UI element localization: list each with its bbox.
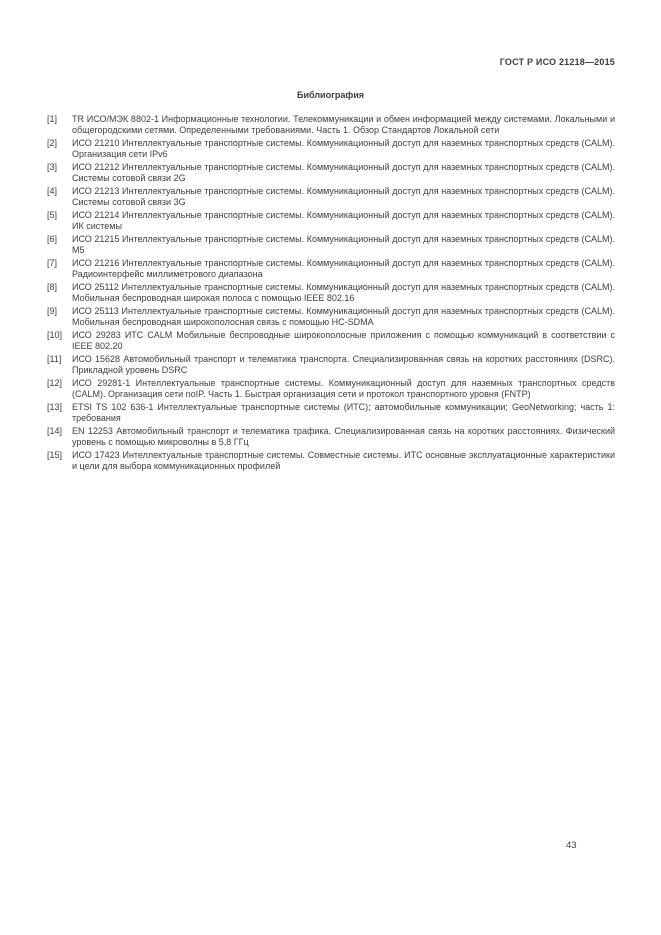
reference-text: ИСО 25112 Интеллектуальные транспортные системы. Коммуникационный доступ для наземных транспортных средств (CALM). Мобильная беспроводная широкая полоса с помощью IEEE 802.16 bbox=[72, 282, 615, 303]
reference-item bbox=[47, 354, 615, 376]
reference-item bbox=[47, 426, 615, 448]
reference-text: ИСО 15628 Автомобильный транспорт и телематика транспорта. Специализированная связь на коротких расстояниях (DSRC). Прикладной уровень DSRC bbox=[72, 354, 615, 375]
reference-item bbox=[47, 186, 615, 208]
reference-item bbox=[47, 210, 615, 232]
reference-item bbox=[47, 282, 615, 304]
reference-text: ИСО 21214 Интеллектуальные транспортные системы. Коммуникационный доступ для наземных транспортных средств (CALM). ИК системы bbox=[72, 210, 615, 231]
document-header: ГОСТ Р ИСО 21218—2015 bbox=[499, 57, 615, 67]
reference-number: [4] bbox=[47, 186, 58, 196]
reference-item bbox=[47, 450, 615, 472]
reference-text: ИСО 21216 Интеллектуальные транспортные системы. Коммуникационный доступ для наземных транспортных средств (CALM). Радиоинтерфейс миллиметрового диапазона bbox=[72, 258, 615, 279]
reference-number: [11] bbox=[47, 354, 62, 364]
reference-text: EN 12253 Автомобильный транспорт и телематика трафика. Специализированная связь на коротких расстояниях. Физический уровень с помощью микроволны в 5,8 ГГц bbox=[72, 426, 615, 447]
reference-item bbox=[47, 114, 615, 136]
reference-number: [8] bbox=[47, 282, 58, 292]
reference-number: [7] bbox=[47, 258, 58, 268]
reference-number: [15] bbox=[47, 450, 63, 460]
reference-number: [10] bbox=[47, 330, 63, 340]
reference-number: [12] bbox=[47, 378, 63, 388]
bibliography-list bbox=[47, 114, 615, 474]
reference-text: ИСО 21212 Интеллектуальные транспортные системы. Коммуникационный доступ для наземных транспортных средств (CALM). Системы сотовой связи 2G bbox=[72, 162, 615, 183]
reference-text: ETSI TS 102 636-1 Интеллектуальные транспортные системы (ИТС); автомобильные коммуникации; GeoNetworking; часть 1: требования bbox=[72, 402, 615, 423]
reference-number: [13] bbox=[47, 402, 63, 412]
reference-item bbox=[47, 402, 615, 424]
reference-item bbox=[47, 258, 615, 280]
reference-number: [14] bbox=[47, 426, 63, 436]
reference-text: ИСО 25113 Интеллектуальные транспортные системы. Коммуникационный доступ для наземных транспортных средств (CALM). Мобильная беспроводная широкополосная связь с помощью HC-SDMA bbox=[72, 306, 615, 327]
reference-text: ИСО 21210 Интеллектуальные транспортные системы. Коммуникационный доступ для наземных транспортных средств (CALM). Организация сети IPv6 bbox=[72, 138, 615, 159]
reference-item bbox=[47, 138, 615, 160]
page-number: 43 bbox=[566, 840, 577, 851]
reference-item bbox=[47, 234, 615, 256]
reference-text: ИСО 17423 Интеллектуальные транспортные системы. Совместные системы. ИТС основные эксплуатационные характеристики и цели для выбора коммуникационных профилей bbox=[72, 450, 615, 471]
reference-item bbox=[47, 306, 615, 328]
reference-item bbox=[47, 330, 615, 352]
reference-item bbox=[47, 162, 615, 184]
reference-item bbox=[47, 378, 615, 400]
reference-text: ИСО 29281-1 Интеллектуальные транспортные системы. Коммуникационный доступ для наземных транспортных средств (CALM). Организация сети noIP. Часть 1. Быстрая организация сети и протокол транспортного уровня (FNTP) bbox=[72, 378, 615, 399]
reference-text: ИСО 21215 Интеллектуальные транспортные системы. Коммуникационный доступ для наземных транспортных средств (CALM). M5 bbox=[72, 234, 615, 255]
reference-number: [2] bbox=[47, 138, 58, 148]
reference-number: [1] bbox=[47, 114, 58, 124]
reference-number: [3] bbox=[47, 162, 58, 172]
reference-text: TR ИСО/МЭК 8802-1 Информационные технологии. Телекоммуникации и обмен информацией между системами. Локальными и общегородскими сетями. Определенными требованиями. Часть 1. Обзор Стандартов Локальной сети bbox=[72, 114, 615, 135]
reference-text: ИСО 29283 ИТС CALM Мобильные беспроводные широкополосные приложения с помощью коммуникаций в соответствии с IEEE 802.20 bbox=[72, 330, 615, 351]
reference-text: ИСО 21213 Интеллектуальные транспортные системы. Коммуникационный доступ для наземных транспортных средств (CALM). Системы сотовой связи 3G bbox=[72, 186, 615, 207]
page-title: Библиография bbox=[297, 90, 364, 100]
reference-number: [6] bbox=[47, 234, 58, 244]
reference-number: [5] bbox=[47, 210, 58, 220]
reference-number: [9] bbox=[47, 306, 58, 316]
